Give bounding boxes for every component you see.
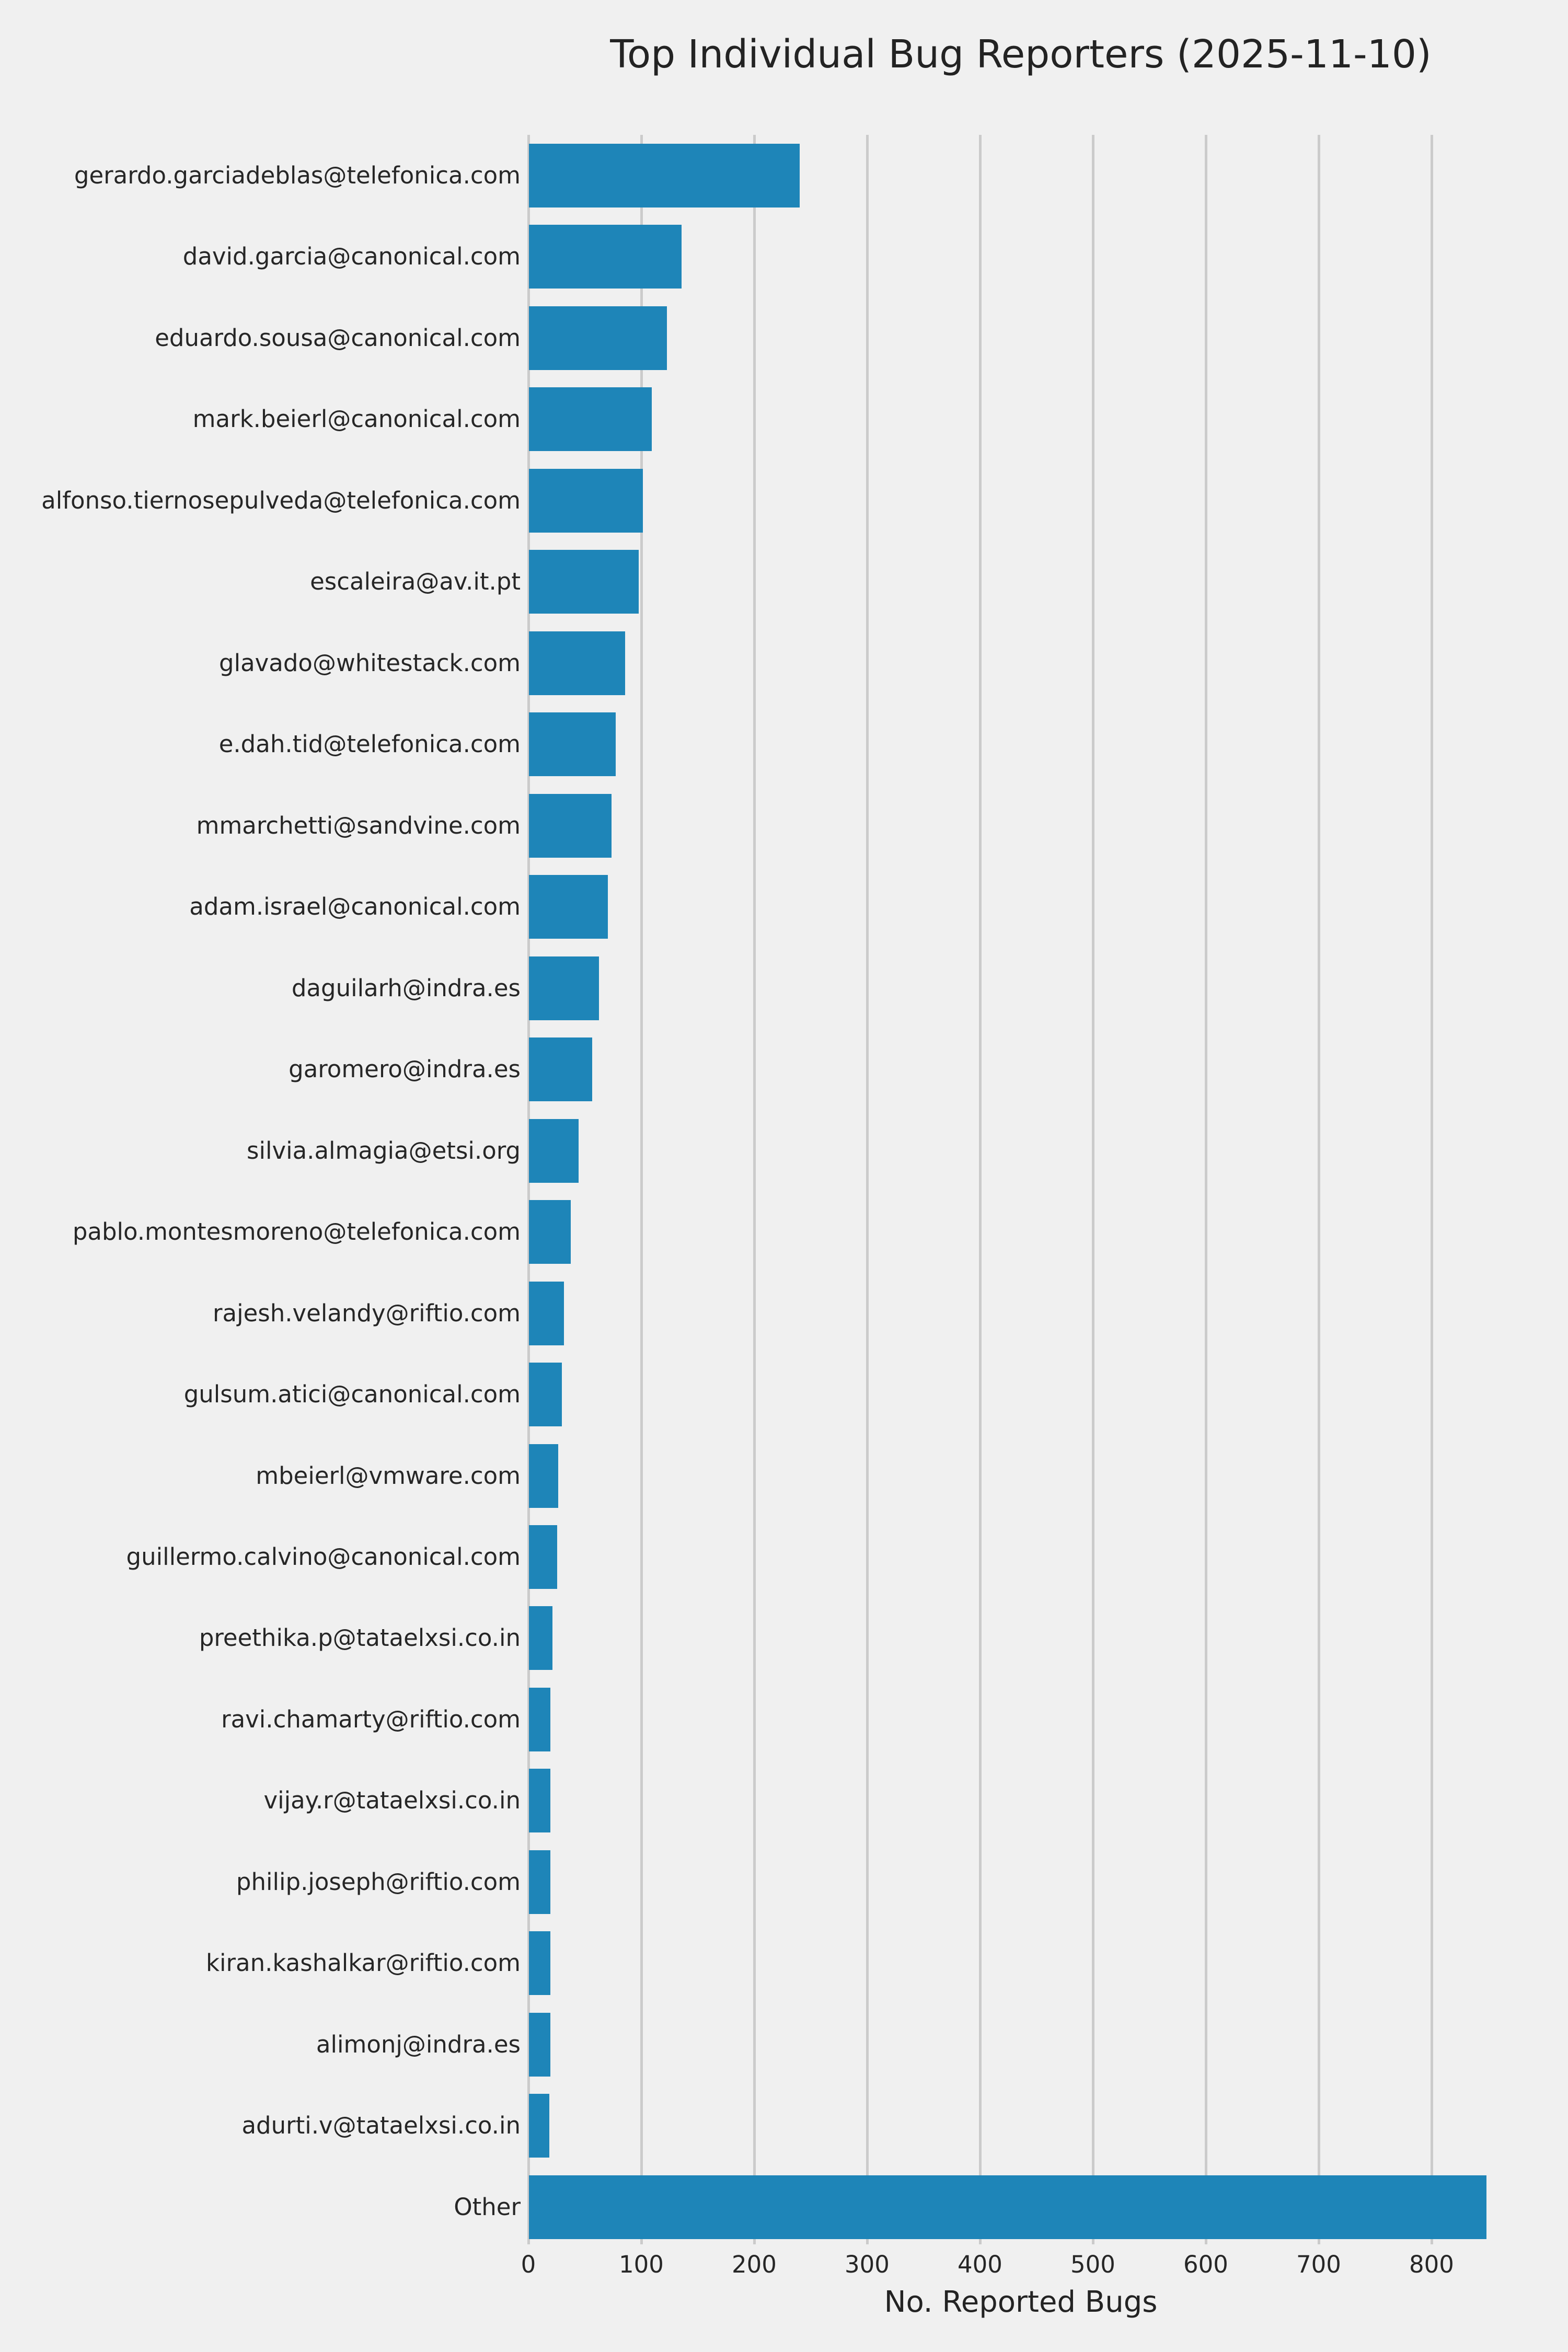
gridline [1431,135,1433,2244]
bar [529,550,639,614]
bar [529,2175,1486,2239]
bar [529,956,599,1020]
y-tick-label: ravi.chamarty@riftio.com [221,1705,521,1733]
y-tick-label: adurti.v@tataelxsi.co.in [241,2112,521,2140]
y-tick-label: adam.israel@canonical.com [189,893,521,921]
x-tick-label: 100 [619,2251,664,2278]
bar [529,1037,592,1101]
bar [529,1200,571,1264]
y-tick-label: alfonso.tiernosepulveda@telefonica.com [41,486,521,514]
bar [529,1282,564,1345]
bar [529,1931,550,1995]
y-tick-label: e.dah.tid@telefonica.com [218,730,521,758]
bar [529,2094,549,2158]
y-tick-label: daguilarh@indra.es [291,974,521,1002]
y-tick-label: mbeierl@vmware.com [256,1461,521,1490]
y-tick-label: alimonj@indra.es [316,2030,521,2058]
bar [529,2013,550,2077]
bar [529,1769,550,1832]
y-tick-label: kiran.kashalkar@riftio.com [205,1949,521,1977]
bar [529,306,667,370]
bar [529,469,643,533]
y-tick-label: david.garcia@canonical.com [182,243,521,271]
y-tick-label: glavado@whitestack.com [219,649,521,677]
bar [529,875,608,939]
y-tick-label: silvia.almagia@etsi.org [247,1136,521,1165]
bar [529,1850,550,1914]
bar [529,387,652,451]
x-tick-label: 400 [958,2251,1002,2278]
bar [529,1525,557,1589]
y-tick-label: escaleira@av.it.pt [310,568,521,596]
x-tick-label: 600 [1183,2251,1228,2278]
bar [529,144,800,207]
bar [529,712,616,776]
bar [529,1444,558,1508]
chart-title: Top Individual Bug Reporters (2025-11-10) [610,32,1432,77]
bar [529,794,612,858]
y-tick-label: Other [454,2193,521,2221]
x-tick-label: 800 [1409,2251,1454,2278]
y-tick-label: rajesh.velandy@riftio.com [213,1299,521,1327]
bar [529,225,682,289]
x-tick-label: 0 [521,2251,536,2278]
x-tick-label: 300 [845,2251,890,2278]
bar [529,631,625,695]
y-tick-label: vijay.r@tataelxsi.co.in [263,1786,521,1815]
y-tick-label: gulsum.atici@canonical.com [183,1380,521,1409]
bar [529,1363,562,1426]
gridline [753,135,756,2244]
gridline [1092,135,1094,2244]
y-tick-label: gerardo.garciadeblas@telefonica.com [74,162,521,189]
y-tick-label: pablo.montesmoreno@telefonica.com [72,1218,521,1246]
x-tick-label: 200 [732,2251,777,2278]
y-tick-label: mark.beierl@canonical.com [192,405,521,433]
bar [529,1688,550,1751]
y-tick-label: garomero@indra.es [289,1055,521,1083]
bar [529,1119,579,1183]
gridline [979,135,982,2244]
gridline [1318,135,1320,2244]
y-tick-label: guillermo.calvino@canonical.com [126,1542,521,1571]
gridline [1205,135,1207,2244]
y-tick-label: mmarchetti@sandvine.com [196,811,521,839]
gridline [866,135,869,2244]
x-tick-label: 500 [1070,2251,1115,2278]
y-tick-label: eduardo.sousa@canonical.com [155,324,521,352]
y-tick-label: philip.joseph@riftio.com [236,1867,521,1896]
y-tick-label: preethika.p@tataelxsi.co.in [199,1624,521,1652]
x-axis-label: No. Reported Bugs [884,2285,1158,2319]
x-tick-label: 700 [1296,2251,1341,2278]
bar [529,1606,552,1670]
